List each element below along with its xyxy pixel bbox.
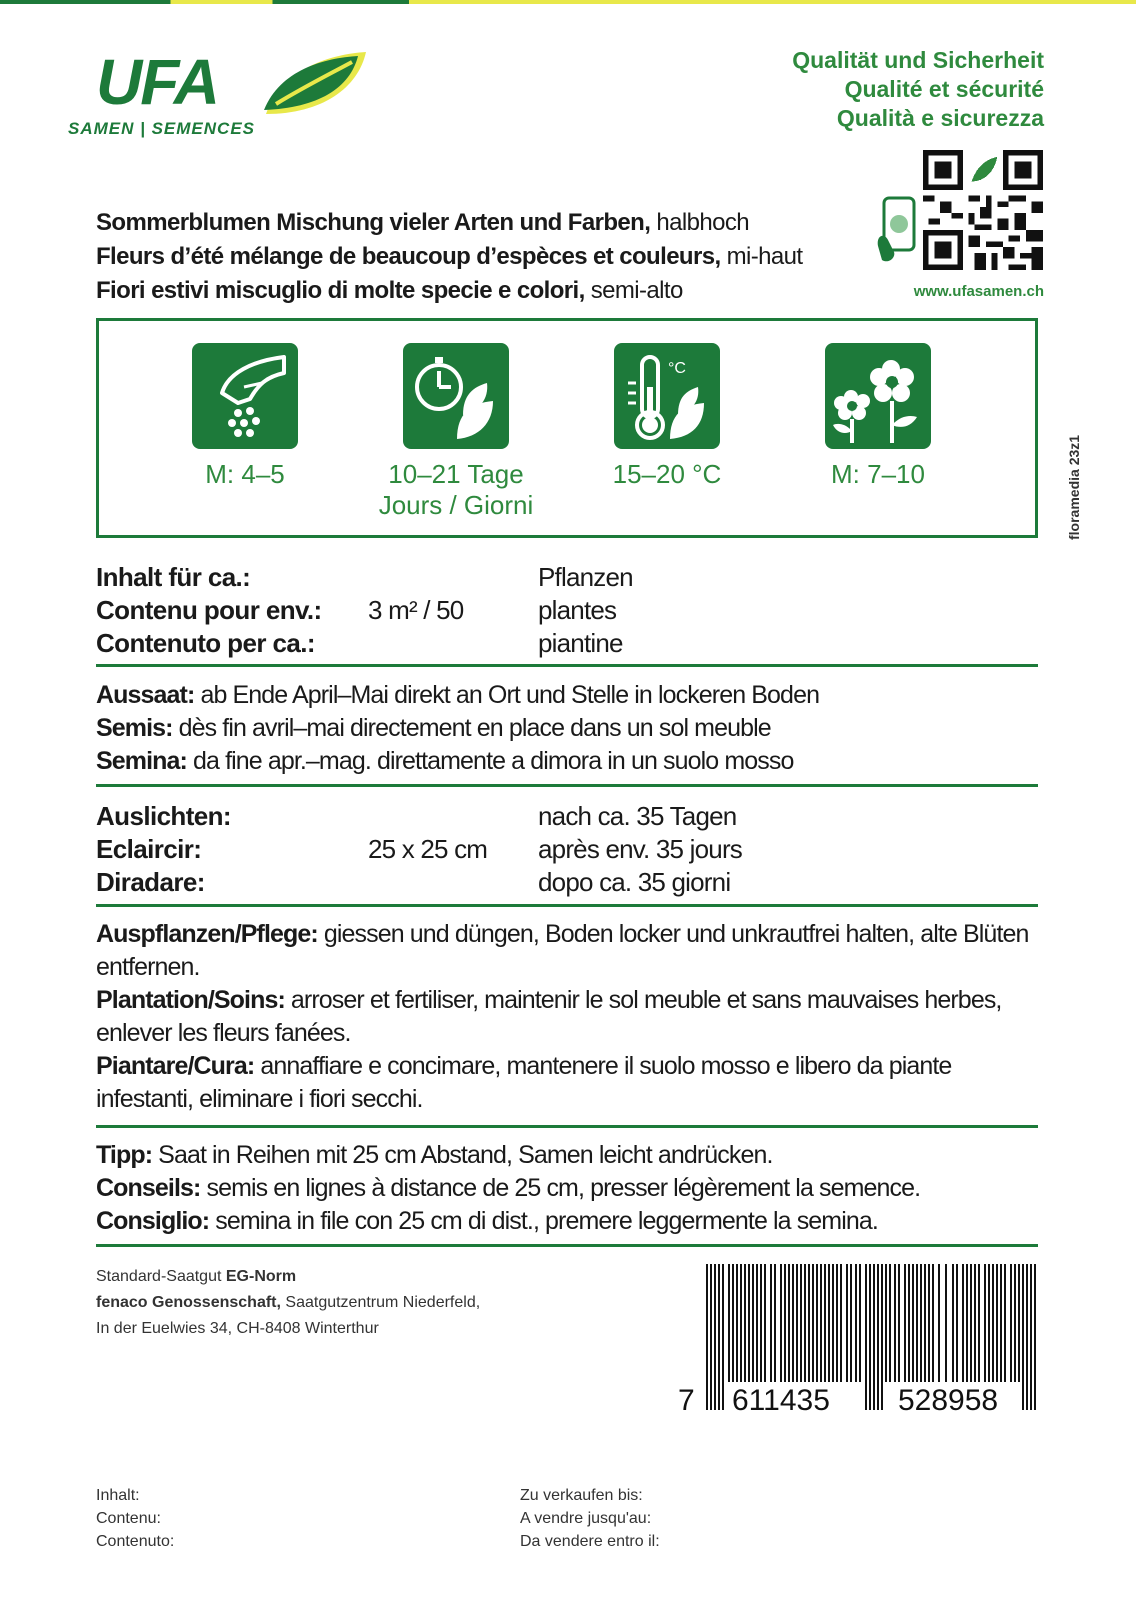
barcode-bar <box>784 1264 786 1382</box>
thinning-label-fr: Eclaircir: <box>96 834 202 864</box>
svg-text:°C: °C <box>668 360 686 377</box>
footer-info <box>96 1264 480 1342</box>
barcode-bar <box>952 1264 954 1382</box>
title-fr: Fleurs d’été mélange de beaucoup d’espèces et couleurs, mi-haut <box>96 243 803 270</box>
barcode-bar <box>804 1264 806 1382</box>
barcode-bar <box>736 1264 738 1382</box>
barcode-bar <box>744 1264 746 1382</box>
sowing-hand-icon <box>192 343 298 449</box>
barcode-bar <box>846 1264 848 1382</box>
barcode-bar <box>752 1264 754 1382</box>
germination-timer-icon <box>403 343 509 449</box>
side-credit <box>1062 330 1086 550</box>
barcode-bar <box>970 1264 972 1382</box>
barcode-bar <box>932 1264 934 1382</box>
content-value: 3 m² / 50 <box>368 595 464 625</box>
care-de: Auspflanzen/Pflege: giessen und düngen, Boden locker und unkrautfrei halten, alte Blüten entfernen. <box>96 920 1029 981</box>
content-label-de: Inhalt für ca.: <box>96 562 251 592</box>
barcode-bar <box>1030 1264 1032 1410</box>
barcode-bar <box>796 1264 798 1382</box>
barcode-bar <box>1014 1264 1016 1382</box>
content-units <box>538 561 633 660</box>
leaf-logo-icon <box>262 48 368 118</box>
barcode <box>678 1264 1040 1417</box>
barcode-bar <box>1004 1264 1006 1382</box>
inhalt-it: Contenuto: <box>96 1533 175 1550</box>
barcode-bar <box>996 1264 998 1382</box>
barcode-bar <box>840 1264 842 1382</box>
phone-scan-icon <box>874 196 918 266</box>
barcode-bar <box>894 1264 896 1382</box>
barcode-digits-left: 611435 <box>732 1384 830 1417</box>
barcode-bar <box>820 1264 822 1382</box>
barcode-bar <box>966 1264 968 1382</box>
germination-days: 10–21 Tage <box>388 459 524 489</box>
barcode-bar <box>988 1264 990 1382</box>
flowers-icon <box>825 343 931 449</box>
divider <box>96 904 1038 907</box>
sowing-fr: Semis: dès fin avril–mai directement en place dans un sol meuble <box>96 714 771 742</box>
thinning-label-de: Auslichten: <box>96 801 231 831</box>
barcode-bar <box>824 1264 826 1382</box>
barcode-bar <box>756 1264 758 1382</box>
content-unit-fr: plantes <box>538 595 617 625</box>
flowering-month-label: M: 7–10 <box>831 459 925 489</box>
inhalt-fields <box>96 1484 174 1553</box>
barcode-bar <box>780 1264 782 1382</box>
barcode-bar <box>938 1264 940 1382</box>
sell-by-fr: A vendre jusqu'au: <box>520 1510 652 1527</box>
barcode-bar <box>945 1264 947 1382</box>
quality-statement <box>792 46 1044 133</box>
barcode-bar <box>873 1264 875 1410</box>
sowing-de: Aussaat: ab Ende April–Mai direkt an Ort und Stelle in lockeren Boden <box>96 681 820 709</box>
divider <box>96 1244 1038 1247</box>
barcode-bar <box>908 1264 910 1382</box>
inhalt-fr: Contenu: <box>96 1510 161 1527</box>
content-label-it: Contenuto per ca.: <box>96 628 315 658</box>
barcode-bar <box>732 1264 734 1382</box>
barcode-bar <box>728 1264 730 1382</box>
side-credit-text: floramedia 23z1 <box>1066 434 1082 540</box>
barcode-bar <box>1034 1264 1036 1410</box>
germination-days-translation: Jours / Giorni <box>378 490 534 520</box>
barcode-bar <box>710 1264 712 1410</box>
tip-fr: Conseils: semis en lignes à distance de 25 cm, presser légèrement la semence. <box>96 1174 921 1202</box>
barcode-bar <box>832 1264 834 1382</box>
barcode-bar <box>774 1264 776 1382</box>
sell-by-fields <box>520 1484 660 1553</box>
inhalt-de: Inhalt: <box>96 1487 140 1504</box>
content-unit-it: piantine <box>538 628 623 658</box>
care-section <box>96 918 1038 1116</box>
thinning-spacing: 25 x 25 cm <box>368 834 488 864</box>
qr-code-icon[interactable] <box>923 150 1043 270</box>
barcode-bar <box>992 1264 994 1382</box>
standard-seed: Standard-Saatgut EG-Norm <box>96 1268 297 1285</box>
barcode-bar <box>800 1264 802 1382</box>
barcode-bar <box>889 1264 891 1382</box>
germination-label <box>346 459 566 521</box>
barcode-bar <box>984 1264 986 1382</box>
thinning-timing-fr: après env. 35 jours <box>538 834 742 864</box>
barcode-bar <box>898 1264 900 1382</box>
barcode-bar <box>706 1264 708 1410</box>
barcode-digits-right: 528958 <box>898 1384 999 1417</box>
barcode-bar <box>978 1264 980 1382</box>
sowing-month-label: M: 4–5 <box>205 459 285 489</box>
logo-subtitle: SAMEN | SEMENCES <box>68 119 256 138</box>
content-labels <box>96 561 322 660</box>
barcode-bar <box>764 1264 766 1382</box>
barcode-bar <box>881 1264 883 1410</box>
barcode-bar <box>962 1264 964 1382</box>
barcode-bar <box>816 1264 818 1382</box>
barcode-bar <box>877 1264 879 1410</box>
barcode-bar <box>865 1264 867 1410</box>
barcode-bar <box>760 1264 762 1382</box>
barcode-bar <box>1000 1264 1002 1382</box>
barcode-bar <box>714 1264 716 1410</box>
content-unit-de: Pflanzen <box>538 562 633 592</box>
barcode-bar <box>722 1264 724 1410</box>
barcode-bar <box>904 1264 906 1382</box>
sowing-section <box>96 679 1038 778</box>
care-fr: Plantation/Soins: arroser et fertiliser, maintenir le sol meuble et sans mauvaises herbes, enlever les fleurs fanées. <box>96 986 1002 1047</box>
barcode-bar <box>924 1264 926 1382</box>
thinning-timing-de: nach ca. 35 Tagen <box>538 801 737 831</box>
thinning-timing <box>538 800 742 899</box>
content-label-fr: Contenu pour env.: <box>96 595 322 625</box>
barcode-bar <box>912 1264 914 1382</box>
barcode-bar <box>788 1264 790 1382</box>
top-color-strip <box>0 0 1136 4</box>
ufa-logo-text: UFA <box>96 46 218 118</box>
cultivation-icons-box <box>96 318 1038 538</box>
barcode-bar <box>1018 1264 1020 1382</box>
thinning-label-it: Diradare: <box>96 867 205 897</box>
barcode-bar <box>928 1264 930 1382</box>
tips-section <box>96 1139 1038 1238</box>
sell-by-de: Zu verkaufen bis: <box>520 1487 643 1504</box>
barcode-bar <box>869 1264 871 1410</box>
quality-it: Qualità e sicurezza <box>836 105 1044 131</box>
tip-it: Consiglio: semina in file con 25 cm di dist., premere leggermente la semina. <box>96 1207 878 1235</box>
tip-de: Tipp: Saat in Reihen mit 25 cm Abstand, Samen leicht andrücken. <box>96 1141 773 1169</box>
barcode-bar <box>718 1264 720 1410</box>
barcode-bar <box>859 1264 861 1382</box>
divider <box>96 1125 1038 1128</box>
title-de: Sommerblumen Mischung vieler Arten und Farben, halbhoch <box>96 209 749 236</box>
sowing-it: Semina: da fine apr.–mag. direttamente a dimora in un suolo mosso <box>96 747 794 775</box>
barcode-bar <box>974 1264 976 1382</box>
barcode-bar <box>792 1264 794 1382</box>
divider <box>96 664 1038 667</box>
temperature-label: 15–20 °C <box>612 459 722 489</box>
product-titles <box>96 206 802 308</box>
barcode-bar <box>850 1264 852 1382</box>
barcode-bar <box>836 1264 838 1382</box>
barcode-bar <box>855 1264 857 1382</box>
company: fenaco Genossenschaft, Saatgutzentrum Niederfeld, <box>96 1294 481 1311</box>
barcode-bar <box>740 1264 742 1382</box>
barcode-digit-prefix: 7 <box>678 1384 695 1417</box>
care-it: Piantare/Cura: annaffiare e concimare, mantenere il suolo mosso e libero da piante infestanti, eliminare i fiori secchi. <box>96 1052 952 1113</box>
title-it: Fiori estivi miscuglio di molte specie e colori, semi-alto <box>96 277 683 304</box>
barcode-bar <box>828 1264 830 1382</box>
barcode-bar <box>916 1264 918 1382</box>
barcode-bar <box>812 1264 814 1382</box>
thermometer-icon <box>614 343 720 449</box>
website-link[interactable]: www.ufasamen.ch <box>913 283 1044 300</box>
barcode-bar <box>885 1264 887 1382</box>
barcode-bar <box>808 1264 810 1382</box>
address: In der Euelwies 34, CH-8408 Winterthur <box>96 1320 379 1337</box>
barcode-bar <box>770 1264 772 1382</box>
barcode-bar <box>1026 1264 1028 1410</box>
sell-by-it: Da vendere entro il: <box>520 1533 660 1550</box>
barcode-bar <box>1010 1264 1012 1382</box>
barcode-bar <box>920 1264 922 1382</box>
thinning-labels <box>96 800 231 899</box>
quality-de: Qualität und Sicherheit <box>792 47 1044 73</box>
quality-fr: Qualité et sécurité <box>844 76 1044 102</box>
barcode-bar <box>1022 1264 1024 1410</box>
barcode-bar <box>748 1264 750 1382</box>
thinning-timing-it: dopo ca. 35 giorni <box>538 867 731 897</box>
divider <box>96 784 1038 787</box>
barcode-bar <box>956 1264 958 1382</box>
